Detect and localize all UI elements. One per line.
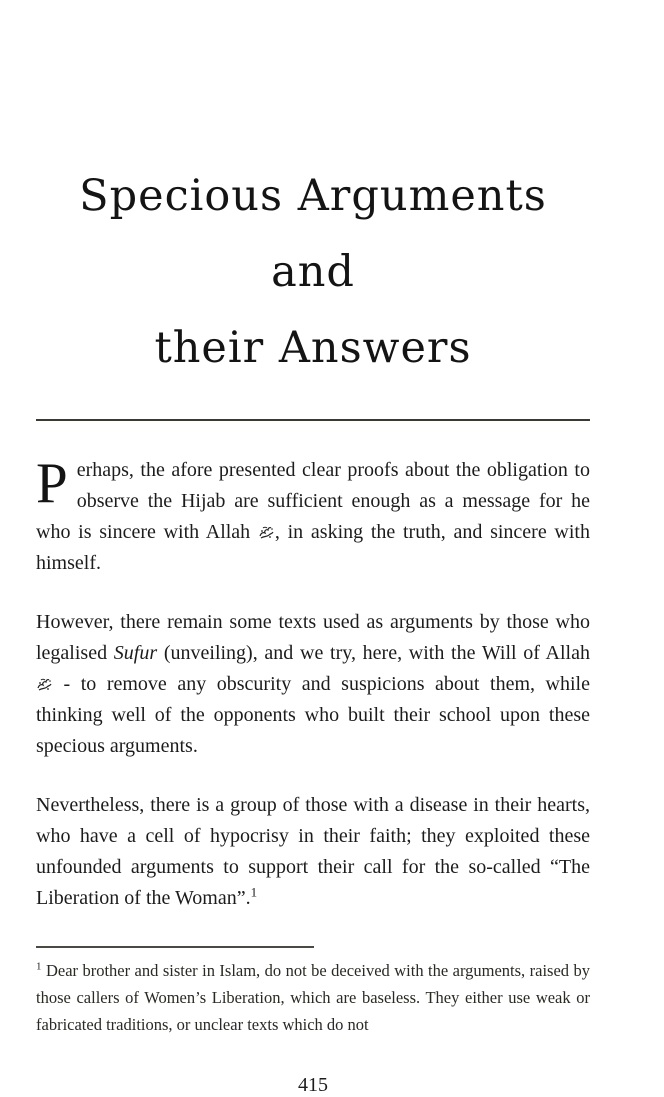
drop-cap: P — [36, 452, 68, 515]
paragraph-3-text: Nevertheless, there is a group of those with a disease in their hearts, who have a cell of hypocrisy in their faith; they exploited these unfounded arguments to support their call for the so-called “The Liberation of the Woman”. — [36, 794, 590, 909]
footnote-reference: 1 — [250, 884, 258, 900]
paragraph-2-text-c: - to remove any obscurity and suspicions about them, while thinking well of the opponents who built their school upon these specious arguments. — [36, 673, 590, 757]
paragraph-3 — [36, 790, 590, 914]
footnote-marker: 1 — [36, 960, 42, 973]
body-text — [36, 452, 590, 914]
paragraph-2 — [36, 607, 590, 762]
italic-term-sufur: Sufur — [113, 642, 158, 664]
paragraph-2-text-a: However, there remain some texts used as arguments by those who legalised — [36, 611, 590, 664]
allah-honorific-icon — [36, 671, 53, 686]
title-line-1: Specious Arguments and — [79, 171, 547, 297]
paragraph-1 — [36, 452, 590, 579]
allah-honorific-icon — [258, 519, 275, 534]
footnote — [36, 957, 590, 1038]
title-line-2: their Answers — [154, 323, 472, 373]
footnote-divider — [36, 946, 314, 948]
paragraph-2-text-b: (unveiling), and we try, here, with the Will of Allah — [157, 642, 590, 664]
title-divider — [36, 419, 590, 421]
page-number: 415 — [298, 1074, 328, 1096]
paragraph-1-text-a: erhaps, the afore presented clear proofs about the obligation to observe the Hijab are sufficient enough as a message for he who is sincere with Allah — [36, 459, 590, 543]
paragraph-1-text-b: , in asking the truth, and sincere with himself. — [36, 521, 590, 574]
page-title — [36, 0, 590, 386]
footnote-text: Dear brother and sister in Islam, do not be deceived with the arguments, raised by those callers of Women’s Liberation, which are baseless. They either use weak or fabricated traditions, or unclear texts which do not — [36, 961, 590, 1034]
